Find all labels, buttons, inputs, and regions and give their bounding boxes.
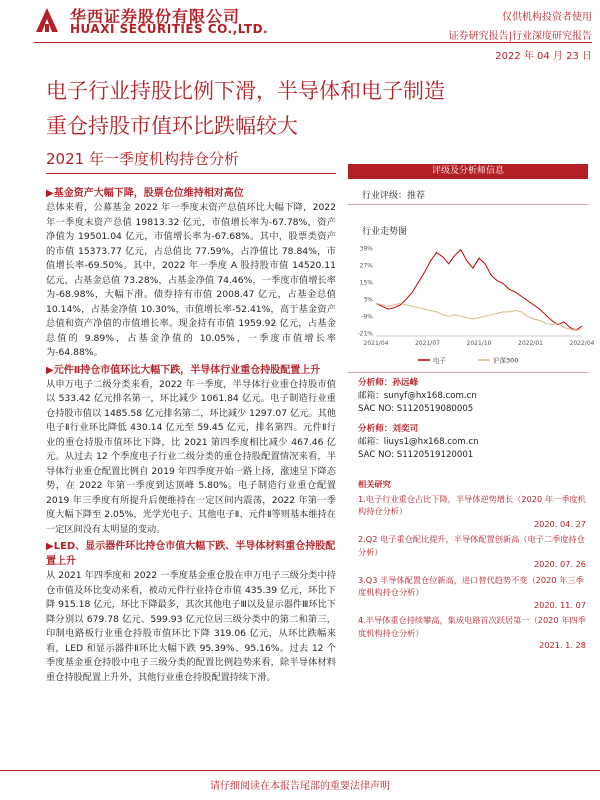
brand-name-cn: 华西证券股份有限公司 xyxy=(70,7,241,26)
x-tick-label: 2021/04 xyxy=(363,340,389,347)
x-tick-label: 2021/10 xyxy=(466,340,492,347)
legal-notice[interactable]: 请仔细阅读在本报告尾部的重要法律声明 xyxy=(210,781,390,792)
related-date: 2021. 1. 28 xyxy=(539,640,586,650)
report-type: 证券研究报告|行业深度研究报告 xyxy=(448,31,592,42)
y-tick-label: 39% xyxy=(359,245,373,253)
y-tick-label: -9% xyxy=(361,313,373,321)
analyst-email[interactable]: 邮箱：liuys1@hx168.com.cn xyxy=(358,437,479,447)
analyst-email[interactable]: 邮箱：sunyf@hx168.com.cn xyxy=(358,391,477,401)
series-line-electronics xyxy=(376,250,582,331)
trend-chart-title: 行业走势图 xyxy=(362,227,408,237)
rating-value: 推荐 xyxy=(407,191,426,201)
y-tick-label: 3% xyxy=(363,296,373,304)
section xyxy=(46,363,336,538)
analyst-block xyxy=(358,423,588,462)
y-tick-label: 27% xyxy=(359,262,373,270)
industry-trend-chart xyxy=(348,238,595,368)
title-line-1: 电子行业持股比例下滑，半导体和电子制造 xyxy=(46,79,445,103)
industry-rating xyxy=(362,188,425,201)
related-date: 2020. 07. 26 xyxy=(533,559,586,569)
series-line-csi300 xyxy=(376,303,582,330)
audience-note: 仅供机构投资者使用 xyxy=(502,12,592,23)
sidebar-title-bar: 评级及分析师信息 xyxy=(348,164,588,179)
analyst-block xyxy=(358,377,588,416)
y-tick-label: -21% xyxy=(357,330,373,338)
related-date: 2020. 04. 27 xyxy=(533,518,586,529)
report-date: 2022 年 04 月 23 日 xyxy=(495,51,592,62)
report-subtitle: 2021 年一季度机构持仓分析 xyxy=(46,150,239,168)
section-body: 从 2021 年四季度和 2022 一季度基金重仓股在申万电子三级分类中持仓市值及环比变动来看，被动元件行业持仓市值 435.39 亿元，环比下降 915.18 亿元，环比下降最多，其次其他电子Ⅲ以及显示器件Ⅲ环比下降分别以 679.78 亿元、599.93 亿元位居三级分类中的第二和第三，印制电路板行业重仓持股市值环比下降 319.06 亿元，从环比跌幅来看，LED 和显示器件Ⅱ环比大幅下跌 95.39%、95.16%。过去 12 个季度基金重仓持股中电子三级分类的配置比例趋势来看，除半导体材料重仓持股配置上升外，其他行业重仓持股配置持续下滑。 xyxy=(46,570,336,683)
section-body: 从申万电子二级分类来看，2022 年一季度，半导体行业重仓持股市值以 533.42 亿元排名第一，环比减少 1061.84 亿元。电子制造行业重仓持股市值以 1485.58 亿元排名第二，环比减少 1297.07 亿元。其他电子Ⅱ行业环比降低 430.14 亿元至 59.45 亿元，排名第四。元件Ⅱ行业的重仓持股市值环比下降，比 2021 第四季度相比减少 467.46 亿元。从过去 12 个季度电子行业二级分类的重仓持股配置情况来看，半导体行业重仓配置比例自 2019 年四季度开始一路上扬，涨速呈下降态势，在 2022 年第一季度到达顶峰 5.80%。电子制造行业重仓配置 2019 年三季度有所提升后便维持在一定区间内震荡，2022 年第一季度大幅下降至 2.05%，光学光电子、其他电子Ⅱ、元件Ⅱ等则基本维持在一定区间没有太明显的变动。 xyxy=(46,378,336,535)
analyst-name: 分析师：刘奕司 xyxy=(358,424,419,434)
section xyxy=(46,186,336,361)
y-tick-label: 15% xyxy=(359,279,373,287)
section-body: 总体来看，公募基金 2022 年一季度末资产总值环比大幅下降，2022 年一季度末资产总值 19813.32 亿元，市值增长率为-67.78%，资产净值为 19501.04 亿元，市值增长率为-67.68%。其中，股票类资产的市值 15373.77 亿元，占总值比 77.59%，占净值比 78.84%，市值增长率-69.50%。其中，2022 年一季度 A 股持股市值 14520.11 亿元，占基金总值 73.28%，占基金净值 74.46%，一季度市值增长率为-68.98%，大幅下滑。债券持有市值 2008.47 亿元，占基金总值 10.14%，占基金净值 10.30%，市值增长率-52.41%，高于基金资产总值和资产净值的市值增长率。现金持有市值 1959.92 亿元，占基金总值的 9.89%，占基金净值的 10.05%，一季度市值增长率为-64.88%。 xyxy=(46,202,336,358)
analyst-sac: SAC NO: S1120519120001 xyxy=(358,450,474,460)
section-heading: ▶元件Ⅱ持仓市值环比大幅下跌，半导体行业重仓持股配置上升 xyxy=(46,364,321,376)
related-research xyxy=(358,478,586,655)
title-line-2: 重仓持股市值环比跌幅较大 xyxy=(46,114,298,138)
related-item[interactable]: 3.Q3 半导体配置仓位新高，进口替代趋势不变（2020 年三季度机构持仓分析） xyxy=(358,574,584,597)
related-item[interactable]: 2.Q2 电子重仓配比提升，半导体配置创新高（电子二季度持仓分析） xyxy=(358,534,585,557)
related-research-title: 相关研究 xyxy=(358,479,391,489)
section-heading: ▶基金资产大幅下降，股票仓位维持相对高位 xyxy=(46,188,244,199)
section-heading: ▶LED、显示器件环比持仓市值大幅下跌、半导体材料重仓持股配置上升 xyxy=(46,541,336,567)
subtitle-divider xyxy=(46,173,336,174)
section xyxy=(46,539,336,685)
related-item[interactable]: 4.半导体重仓持续攀高，集成电路首次跃居第一（2020 年四季度机构持仓分析） xyxy=(358,615,586,638)
rating-label: 行业评级： xyxy=(362,191,408,201)
related-item[interactable]: 1.电子行业重仓占比下降，半导体逆势增长（2020 年一季度机构持仓分析） xyxy=(358,493,586,516)
rating-divider xyxy=(348,204,588,205)
legend-label: 电子 xyxy=(433,356,446,365)
analyst-name: 分析师：孙远峰 xyxy=(358,378,419,388)
header-divider xyxy=(34,42,592,43)
main-content xyxy=(46,186,336,687)
related-date: 2020. 11. 07 xyxy=(533,599,586,610)
report-title xyxy=(46,74,586,144)
x-tick-label: 2022/04 xyxy=(569,340,595,347)
x-tick-label: 2022/01 xyxy=(518,340,543,347)
legend-label: 沪深300 xyxy=(493,356,519,365)
x-tick-label: 2021/07 xyxy=(415,340,440,347)
huaxi-logo-icon xyxy=(34,6,60,34)
footer-divider xyxy=(0,770,600,771)
brand-name-en: HUAXI SECURITIES CO.,LTD. xyxy=(70,22,269,36)
analyst-sac: SAC NO: S1120519080005 xyxy=(358,404,474,414)
chart-divider xyxy=(348,372,588,373)
